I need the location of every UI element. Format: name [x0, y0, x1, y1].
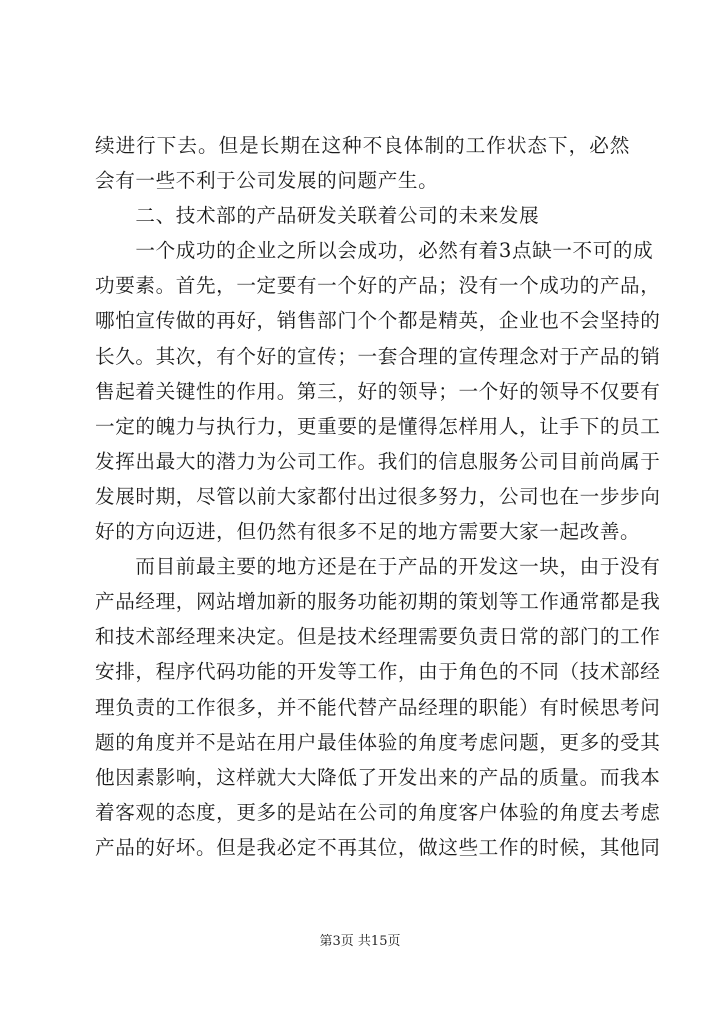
- text-line: 产品经理，网站增加新的服务功能初期的策划等工作通常都是我: [95, 590, 661, 614]
- section-heading: 二、技术部的产品研发关联着公司的未来发展: [95, 204, 540, 228]
- text-line: 售起着关键性的作用。第三，好的领导；一个好的领导不仅要有: [95, 379, 661, 403]
- text-line: 会有一些不利于公司发展的问题产生。: [95, 169, 439, 193]
- text-line: 产品的好坏。但是我必定不再其位，做这些工作的时候，其他同: [95, 835, 661, 859]
- text-line: 哪怕宣传做的再好，销售部门个个都是精英，企业也不会坚持的: [95, 309, 661, 333]
- page-footer: 第3页 共15页: [319, 934, 401, 949]
- text-line: 理负责的工作很多，并不能代替产品经理的职能）有时候思考问: [95, 695, 661, 719]
- text-line: 着客观的态度，更多的是站在公司的角度客户体验的角度去考虑: [95, 800, 661, 824]
- text-line: 功要素。首先，一定要有一个好的产品；没有一个成功的产品，: [95, 274, 661, 298]
- text-line: 他因素影响，这样就大大降低了开发出来的产品的质量。而我本: [95, 765, 661, 789]
- text-line: 发挥出最大的潜力为公司工作。我们的信息服务公司目前尚属于: [95, 449, 661, 473]
- text-line: 长久。其次，有个好的宣传；一套合理的宣传理念对于产品的销: [95, 344, 661, 368]
- text-line: 而目前最主要的地方还是在于产品的开发这一块，由于没有: [95, 555, 661, 579]
- text-line: 和技术部经理来决定。但是技术经理需要负责日常的部门的工作: [95, 625, 661, 649]
- text-line: 续进行下去。但是长期在这种不良体制的工作状态下，必然: [95, 134, 630, 157]
- text-line: 好的方向迈进，但仍然有很多不足的地方需要大家一起改善。: [95, 520, 641, 544]
- text-line: 题的角度并不是站在用户最佳体验的角度考虑问题，更多的受其: [95, 730, 661, 754]
- text-line: 发展时期，尽管以前大家都付出过很多努力，公司也在一步步向: [95, 484, 661, 508]
- body-text: [95, 128, 661, 865]
- text-line: 一定的魄力与执行力，更重要的是懂得怎样用人，让手下的员工: [95, 414, 661, 438]
- text-line: 安排，程序代码功能的开发等工作，由于角色的不同（技术部经: [95, 660, 661, 684]
- text-line: 一个成功的企业之所以会成功，必然有着3点缺一不可的成: [95, 239, 654, 263]
